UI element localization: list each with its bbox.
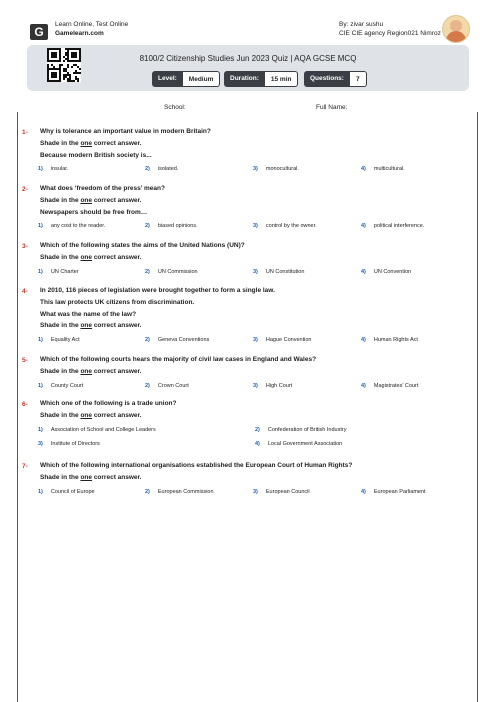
option-number: 1) — [38, 426, 43, 433]
questions-pill — [304, 71, 367, 87]
instruction-part: Shade in the — [40, 139, 81, 147]
page-border-left — [17, 112, 18, 702]
level-label: Level: — [152, 71, 183, 87]
answer-option[interactable] — [253, 166, 299, 172]
duration-value: 15 min — [265, 71, 299, 87]
answer-option[interactable] — [255, 441, 342, 447]
page-border-right — [477, 112, 478, 702]
option-text: Human Rights Act — [373, 337, 418, 344]
duration-label: Duration: — [224, 71, 265, 87]
instruction-emphasis: one — [80, 196, 93, 204]
site-info — [55, 20, 128, 38]
option-text: isolated. — [157, 166, 179, 173]
option-text: High Court — [265, 382, 293, 389]
instruction-emphasis: one — [80, 367, 93, 375]
option-number: 2) — [145, 488, 150, 495]
question-text: Which one of the following is a trade union? — [40, 400, 177, 407]
duration-pill — [224, 71, 298, 87]
option-number: 3) — [253, 223, 258, 230]
instruction-text — [40, 412, 142, 419]
author-avatar — [442, 15, 470, 43]
questions-value: 7 — [350, 71, 367, 87]
author-info — [339, 20, 441, 38]
instruction-emphasis: one — [80, 411, 93, 419]
option-number: 3) — [253, 268, 258, 275]
question-number: 7- — [22, 463, 28, 470]
question-text: Newspapers should be free from… — [40, 208, 148, 216]
question-number: 4- — [22, 288, 28, 295]
instruction-emphasis: one — [80, 322, 93, 330]
answer-option[interactable] — [253, 269, 304, 275]
answer-option[interactable] — [38, 269, 79, 275]
question-text: Why is tolerance an important value in modern Britain? — [40, 128, 211, 135]
option-text: insular. — [50, 166, 69, 173]
option-text: Equality Act — [50, 337, 80, 344]
option-number: 1) — [38, 166, 43, 173]
answer-option[interactable] — [145, 489, 214, 495]
author-org: CIE CIE agency Region021 Nimroz — [339, 30, 441, 37]
option-number: 3) — [38, 440, 43, 447]
option-number: 4) — [361, 337, 366, 344]
option-text: political interference. — [373, 223, 425, 230]
instruction-part: correct answer. — [92, 196, 142, 204]
instruction-part: Shade in the — [40, 367, 81, 375]
option-number: 2) — [145, 166, 150, 173]
instruction-part: Shade in the — [40, 196, 81, 204]
answer-option[interactable] — [38, 427, 156, 433]
question-text: What does ‘freedom of the press’ mean? — [40, 185, 165, 192]
question-text: Which of the following courts hears the majority of civil law cases in England and Wales? — [40, 356, 317, 363]
option-number: 4) — [361, 382, 366, 389]
option-text: UN Charter — [50, 268, 79, 275]
option-number: 4) — [361, 166, 366, 173]
option-number: 1) — [38, 382, 43, 389]
instruction-text — [40, 368, 142, 375]
question-number: 1- — [22, 129, 28, 136]
instruction-part: correct answer. — [92, 473, 142, 481]
instruction-part: correct answer. — [92, 253, 142, 261]
option-number: 2) — [145, 268, 150, 275]
option-number: 3) — [253, 166, 258, 173]
option-number: 4) — [361, 488, 366, 495]
author-name: By: zivar sushu — [339, 21, 384, 28]
answer-option[interactable] — [361, 166, 405, 172]
option-number: 3) — [253, 337, 258, 344]
instruction-text — [40, 474, 142, 481]
option-number: 1) — [38, 337, 43, 344]
question-text: What was the name of the law? — [40, 310, 137, 318]
instruction-part: Shade in the — [40, 253, 81, 261]
question-number: 3- — [22, 243, 28, 250]
instruction-emphasis: one — [80, 139, 93, 147]
option-text: Local Government Association — [267, 440, 343, 447]
option-text: European Parliament — [373, 488, 426, 495]
question-text: This law protects UK citizens from discrimination. — [40, 298, 195, 306]
option-text: biased opinions. — [157, 223, 198, 230]
option-text: Confederation of British Industry — [267, 426, 347, 433]
answer-option[interactable] — [38, 223, 105, 229]
option-number: 2) — [255, 426, 260, 433]
answer-option[interactable] — [38, 489, 95, 495]
question-number: 5- — [22, 357, 28, 364]
option-text: Institute of Directors — [50, 440, 100, 447]
answer-option[interactable] — [361, 489, 426, 495]
answer-option[interactable] — [253, 223, 317, 229]
option-text: European Commission — [157, 488, 214, 495]
instruction-text — [40, 197, 142, 204]
instruction-part: Shade in the — [40, 473, 81, 481]
instruction-emphasis: one — [80, 253, 93, 261]
answer-option[interactable] — [361, 383, 418, 389]
option-text: multicultural. — [373, 166, 405, 173]
answer-option[interactable] — [253, 489, 310, 495]
answer-option[interactable] — [38, 166, 68, 172]
instruction-text — [40, 140, 142, 147]
answer-option[interactable] — [361, 337, 418, 343]
option-number: 2) — [145, 382, 150, 389]
option-number: 2) — [145, 223, 150, 230]
site-tagline: Learn Online, Test Online — [55, 21, 129, 28]
question-text: Because modern British society is... — [40, 151, 152, 159]
fullname-label: Full Name: — [316, 104, 348, 111]
option-text: any cost to the reader. — [50, 223, 106, 230]
instruction-emphasis: one — [80, 473, 93, 481]
answer-option[interactable] — [253, 383, 292, 389]
option-text: control by the owner. — [265, 223, 317, 230]
school-label: School: — [164, 104, 186, 111]
option-number: 1) — [38, 488, 43, 495]
instruction-part: correct answer. — [92, 411, 142, 419]
option-number: 4) — [255, 440, 260, 447]
option-number: 3) — [253, 382, 258, 389]
option-text: Magistrates' Court — [373, 382, 419, 389]
option-number: 2) — [145, 337, 150, 344]
answer-option[interactable] — [145, 166, 178, 172]
answer-option[interactable] — [145, 223, 198, 229]
instruction-part: correct answer. — [92, 139, 142, 147]
quiz-title: 8100/2 Citizenship Studies Jun 2023 Quiz | AQA GCSE MCQ — [139, 54, 357, 63]
question-number: 2- — [22, 186, 28, 193]
option-text: Crown Court — [157, 382, 189, 389]
option-number: 1) — [38, 268, 43, 275]
answer-option[interactable] — [38, 337, 80, 343]
answer-option[interactable] — [253, 337, 311, 343]
level-pill — [152, 71, 220, 87]
instruction-part: Shade in the — [40, 411, 81, 419]
option-text: Geneva Conventions — [157, 337, 210, 344]
option-number: 1) — [38, 223, 43, 230]
option-text: Council of Europe — [50, 488, 95, 495]
option-text: UN Constitution — [265, 268, 305, 275]
option-text: European Council — [265, 488, 310, 495]
instruction-text — [40, 322, 142, 329]
option-text: monocultural. — [265, 166, 299, 173]
answer-option[interactable] — [361, 223, 424, 229]
answer-option[interactable] — [361, 269, 411, 275]
option-text: UN Commission — [157, 268, 198, 275]
option-text: Hague Convention — [265, 337, 312, 344]
questions-label: Questions: — [304, 71, 350, 87]
option-text: Association of School and College Leaders — [50, 426, 156, 433]
question-text: In 2010, 116 pieces of legislation were brought together to form a single law. — [40, 287, 275, 294]
question-text: Which of the following international organisations established the European Court of Human Rights? — [40, 462, 353, 469]
instruction-part: correct answer. — [92, 322, 142, 330]
instruction-part: correct answer. — [92, 367, 142, 375]
level-value: Medium — [183, 71, 221, 87]
instruction-text — [40, 254, 142, 261]
instruction-part: Shade in the — [40, 322, 81, 330]
answer-option[interactable] — [38, 441, 100, 447]
answer-option[interactable] — [38, 383, 83, 389]
question-number: 6- — [22, 401, 28, 408]
option-text: UN Convention — [373, 268, 412, 275]
answer-option[interactable] — [145, 383, 189, 389]
answer-option[interactable] — [145, 337, 209, 343]
question-text: Which of the following states the aims of the United Nations (UN)? — [40, 242, 245, 249]
site-domain[interactable]: Gamelearn.com — [55, 30, 104, 37]
answer-option[interactable] — [255, 427, 346, 433]
option-text: County Court — [50, 382, 84, 389]
site-logo: G — [30, 24, 48, 40]
option-number: 4) — [361, 223, 366, 230]
option-number: 3) — [253, 488, 258, 495]
answer-option[interactable] — [145, 269, 198, 275]
option-number: 4) — [361, 268, 366, 275]
